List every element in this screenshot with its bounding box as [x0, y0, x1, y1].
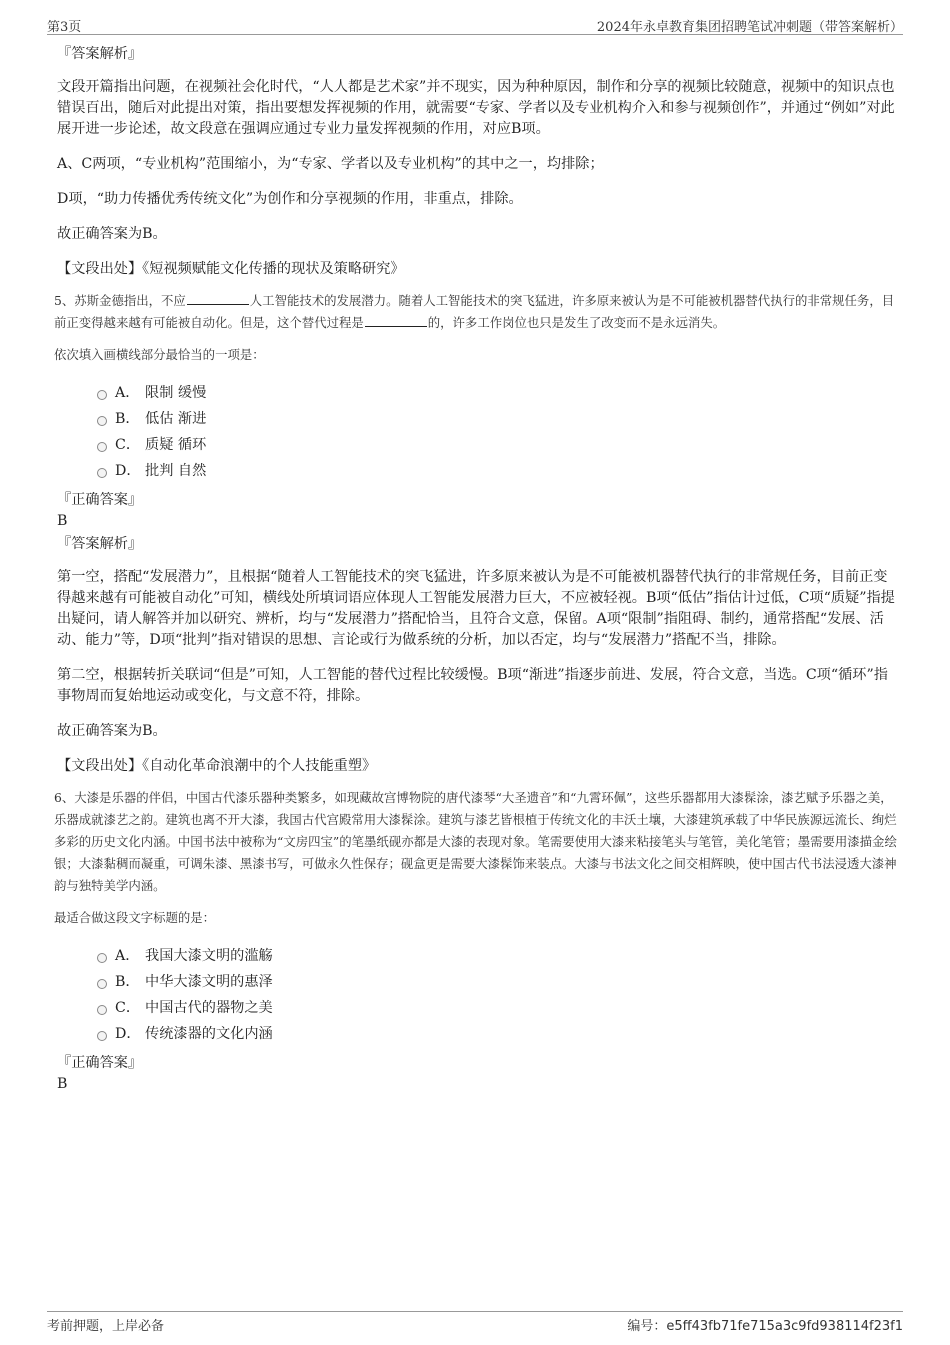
source-citation: 【文段出处】《自动化革命浪潮中的个人技能重塑》: [57, 758, 377, 774]
answer-label: 『正确答案』: [57, 492, 143, 508]
correct-answer: B: [57, 1076, 68, 1092]
question-5-prompt: 依次填入画横线部分最恰当的一项是：: [54, 347, 265, 362]
radio-button[interactable]: [97, 1005, 107, 1015]
analysis-label: 『答案解析』: [57, 536, 143, 552]
analysis-conclusion: 故正确答案为B。: [57, 723, 167, 739]
correct-answer: B: [57, 513, 68, 529]
option-b[interactable]: B． 中华大漆文明的惠泽: [97, 969, 897, 995]
analysis-paragraph: 文段开篇指出问题，在视频社会化时代，“人人都是艺术家”并不现实，因为种种原因，制作和分享的视频比较随意，视频中的知识点也错误百出，随后对此提出对策，指出要想发挥视频的作用，就需要“专家、学者以及专业机构介入和参与视频创作”，并通过“例如”对此展开进一步论述，故文段意在强调应通过专业力量发挥视频的作用，对应B项。: [57, 79, 895, 137]
document-code: 编号：e5ff43fb71fe715a3c9fd938114f23f1: [627, 1319, 903, 1334]
page-footer: [47, 1311, 903, 1334]
page-number: 第3页: [47, 20, 82, 35]
source-citation: 【文段出处】《短视频赋能文化传播的现状及策略研究》: [57, 261, 405, 277]
question-5-stem: 5、苏斯金德指出，不应 人工智能技术的发展潜力。随着人工智能技术的突飞猛进，许多原来被认为是不可能被机器替代执行的非常规任务，目前正变得越来越有可能被自动化。但是，这个替代过程是 的，许多工作岗位也只是发生了改变而不是永远消失。: [54, 293, 895, 330]
option-b[interactable]: B． 低估 渐进: [97, 406, 897, 432]
analysis-paragraph: 第二空，根据转折关联词“但是”可知，人工智能的替代过程比较缓慢。B项“渐进”指逐步前进、发展，符合文意，当选。C项“循环”指事物周而复始地运动或变化，与文意不符，排除。: [57, 667, 888, 704]
document-title: 2024年永卓教育集团招聘笔试冲刺题（带答案解析）: [596, 20, 903, 35]
option-c[interactable]: C． 质疑 循环: [97, 432, 897, 458]
option-a[interactable]: A． 我国大漆文明的滥觞: [97, 943, 897, 969]
question-5-options: [97, 380, 897, 484]
page-header: [47, 14, 903, 35]
radio-button[interactable]: [97, 953, 107, 963]
question-6-stem: 6、大漆是乐器的伴侣，中国古代漆乐器种类繁多，如现藏故宫博物院的唐代漆琴“大圣遗音”和“九霄环佩”，这些乐器都用大漆髹涂，漆艺赋予乐器之美，乐器成就漆艺之韵。建筑也离不开大漆，我国古代宫殿常用大漆髹涂。建筑与漆艺皆根植于传统文化的丰沃土壤，大漆建筑承载了中华民族源远流长、绚烂多彩的历史文化内涵。中国书法中被称为“文房四宝”的笔墨纸砚亦都是大漆的表现对象。笔需要使用大漆来粘接笔头与笔管，美化笔管；墨需要用漆描金绘银；大漆黏稠而凝重，可调朱漆、黑漆书写，可做永久性保存；砚盒更是需要大漆髹饰来装点。大漆与书法文化之间交相辉映，使中国古代书法浸透大漆神韵与独特美学内涵。: [54, 790, 897, 893]
question-6-options: [97, 943, 897, 1047]
analysis-paragraph: 第一空，搭配“发展潜力”，且根据“随着人工智能技术的突飞猛进，许多原来被认为是不可能被机器替代执行的非常规任务，目前正变得越来越有可能被自动化”可知，横线处所填词语应体现人工智能发展潜力巨大，不应被轻视。B项“低估”指估计过低，C项“质疑”指提出疑问，请人解答并加以研究、辨析，均与“发展潜力”搭配恰当，且符合文意，保留。A项“限制”指阻碍、制约，通常搭配“发展、活动、能力”等，D项“批判”指对错误的思想、言论或行为做系统的分析，加以否定，均与“发展潜力”搭配不当，排除。: [57, 569, 895, 648]
radio-button[interactable]: [97, 390, 107, 400]
radio-button[interactable]: [97, 416, 107, 426]
fill-blank: [187, 292, 249, 305]
radio-button[interactable]: [97, 979, 107, 989]
option-a[interactable]: A． 限制 缓慢: [97, 380, 897, 406]
analysis-paragraph: D项，“助力传播优秀传统文化”为创作和分享视频的作用，非重点，排除。: [57, 191, 523, 207]
footer-slogan: 考前押题，上岸必备: [47, 1319, 165, 1334]
page-content: [54, 44, 897, 1095]
radio-button[interactable]: [97, 468, 107, 478]
analysis-paragraph: A、C两项，“专业机构”范围缩小，为“专家、学者以及专业机构”的其中之一，均排除；: [57, 156, 604, 172]
fill-blank: [365, 314, 427, 327]
option-d[interactable]: D． 批判 自然: [97, 458, 897, 484]
option-d[interactable]: D． 传统漆器的文化内涵: [97, 1021, 897, 1047]
analysis-label: 『答案解析』: [57, 46, 143, 62]
question-6-prompt: 最适合做这段文字标题的是：: [54, 910, 216, 925]
radio-button[interactable]: [97, 1031, 107, 1041]
answer-label: 『正确答案』: [57, 1055, 143, 1071]
analysis-conclusion: 故正确答案为B。: [57, 226, 167, 242]
radio-button[interactable]: [97, 442, 107, 452]
option-c[interactable]: C． 中国古代的器物之美: [97, 995, 897, 1021]
